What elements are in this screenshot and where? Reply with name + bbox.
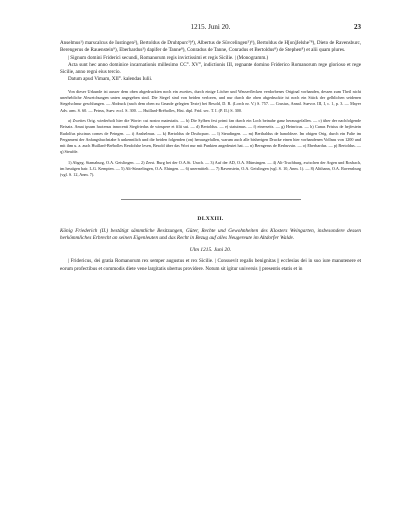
- datum-line: Datum apud Vimam, XII°. kalendas Iulii.: [68, 76, 153, 83]
- document-text: | Fridericus, dei gratia Romanorum rex semper augustus et rex Sicilie. | Consuevit regalis benignitas || ecclesias dei in suo iure manutenere et eorum profectibus et commodis diete vene largitatis ubertus providere. Notum sit igitur universis || presentis etatis et in: [60, 258, 361, 272]
- document-dateline: Ulm 1215. Juni 20.: [189, 247, 232, 254]
- header-date: 1215. Juni 20.: [190, 23, 231, 31]
- page-header: [60, 23, 361, 33]
- variant-notes: a) Zweites Orig. wiederholt hier die Worte: cui nostro maiestatis. — b) Die Sylben fesi primi fan durch ein Loch beinahe ganz herausgefallen. — c) über der nachfolgende Beisatz. Amat ipsum hactenus innocenti Siegfriedus de winspere et filii sui. — d) Bertoldus. — e) statuimus. — f) einerseits. — g) Heinricus. — h) Cunas Frisius de hejfestein Rudolfus piscinus comes de Peingen. — i) Anshelmus. — k) Bertoldus de Druhcpurc. — l) Steudingen. — m) Berthaldus de hanoldeze. Im obigen Orig. durch ein Falte im Pergament der Anfangsbuchstabe h unkenntlich und die beiden folgenden (on) herausgefallen, warum auch alle bisherigen Drucke einen hier vorhandenen Vollnas von 1200 und mit ihm u. a. auch Huillard-Bréholles Resdolshe lesen, Besold über das Wort nur mit Punkten angedeutet hat. — n) Berngerus de Resbuvsin. — o) Eberhardus. — p) Bertoldus. — q) Steufde.: [60, 117, 361, 155]
- signum-line: | Signum domini Friderici secundi, Romanorum regis invictissimi et regis Sicilie. | (Monogramm.): [68, 54, 269, 61]
- document-number: DLXXIII.: [197, 215, 224, 222]
- footnotes: [60, 89, 361, 179]
- editorial-note: Von dieser Urkunde ist ausser dem oben abgedruckten noch ein zweites, durch einige Löcher und Wasserflecken verdorbenes Original vorhanden, dessen zum Theil nicht unerhebliche Abweichungen unten angegeben sind. Die Siegel sind von beiden verloren, und nur durch die oben abgedruckte ist noch ein Stück der gelblichen seidenen Siegelschnur geschlungen. — Abdruck (nach dem oben zu Grunde gelegten Texte) bei Besold, D. R. (Lorch nr. V.) S. 757. — Crusius, Annal. Suevor. III, I, c. 1, p. 3. — Mayer Adv. arm. S. 60. — Petrus, Suev. eccl. S. 300. — Huillard-Bréholles, Hist. dipl. Frid. sec. T. I. (P. II.) S. 300.: [60, 88, 361, 113]
- document-regest: König Friederich (II.) bestätigt sämmtliche Besitzungen, Güter, Rechte und Gewohnheiten des Klosters Weingarten, insbesondere dessen herkömmliches Erbrecht an seinen Eigenleuten und das Recht in Bezug auf alles Neugereute im Altdorfer Walde.: [60, 227, 361, 241]
- page-body: [60, 40, 361, 273]
- acta-line: Acta sunt hec anno dominice incarnationis millesimo CC°. XV°, indictionis III, regnante domino Friderico Romanorum rege glorioso et rege Sicilie, anno regni eius tercio.: [60, 61, 361, 76]
- witness-list: Anselmus¹) marscalcus de Iustingen²), Bertoldus de Druhtpurc³)⁴), Albertus de Süvcelingen⁵)⁶), Bertoldus de H[on]Jelshe⁷⁸), Dieto de Ravensburc, Berengerus de Rauenstein⁹), Eberhardus³) dapifer de Tanne⁸), Conradus de Tanne, Conradus et Bertoldus⁸) de Stephen⁸) et alii quam plures.: [60, 40, 361, 54]
- page-number: 23: [354, 23, 361, 31]
- place-notes: 1) Abgeg. Siamaburg, O.A. Geislingen. — 2) Zerst. Burg bei der O.A.St. Urach. — 3) Auf der AD, O.A. Münsingen. — 4) Alt-Truchburg, zwischen der Argen und Rosbach, im heutigen bair. L.G. Kempten. — 5) Alt-Sünzelingen, O.A. Ehingen. — 6) unermittelt. — 7) Ravenstein, O.A. Geislingen (vgl. S. 10, Anm. 1). — 8) Altthann, O.A. Ravensburg (vgl. S. 12, Anm. 7).: [60, 159, 361, 178]
- section-divider: [121, 199, 301, 200]
